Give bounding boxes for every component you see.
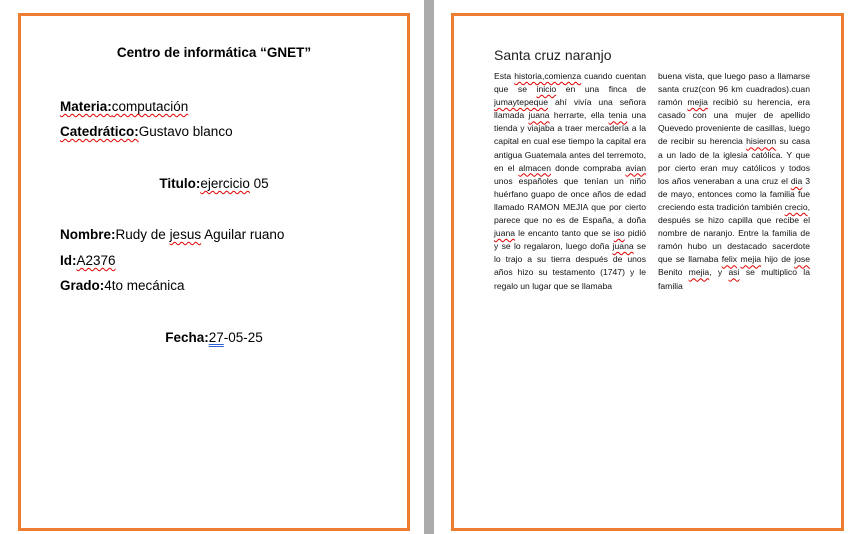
titulo-value: ejercicio [200, 176, 250, 191]
misspelled-word: jose [794, 254, 810, 265]
nombre-value-3: Aguilar ruano [201, 227, 285, 242]
text-run: una tienda y viajaba a traer mercadería a la capital en cual ese tiempo la capital era antigua Guatemala antes del terremoto, en el [494, 110, 646, 173]
story-column-2 [658, 70, 810, 293]
misspelled-word: historia,comienza [514, 71, 582, 81]
text-run: herrarte, ella [549, 110, 609, 121]
materia-line [60, 99, 188, 114]
misspelled-word: juana [528, 110, 550, 121]
text-run: donde compraba [550, 162, 626, 173]
catedratico-line [60, 124, 233, 139]
nombre-value-2: jesus [169, 227, 202, 242]
misspelled-word: asi [728, 267, 740, 278]
catedratico-value: Gustavo blanco [138, 124, 233, 139]
fecha-day: 27 [208, 330, 224, 345]
text-run: recibió su herencia, era casado con una mujer de apellido Quevedo proveniente de casillas, luego de recibir su herencia [658, 97, 810, 147]
page-border [18, 13, 410, 531]
misspelled-word: tenia [608, 110, 628, 121]
misspelled-word: mejia [740, 254, 762, 265]
story-column-1 [494, 70, 646, 293]
materia-value: computación [111, 99, 189, 114]
misspelled-word: juana [612, 241, 634, 252]
misspelled-word: almacen [518, 162, 551, 173]
institution-title: Centro de informática “GNET” [116, 45, 312, 60]
grado-label: Grado: [60, 278, 105, 293]
text-run: su casa a un lado de la iglesia católica. Y que por cierto eran muy católicos y todos los años veneraban a una cruz el [658, 136, 810, 186]
text-run: , y [709, 267, 729, 278]
misspelled-word: juana [494, 228, 516, 239]
text-run: se lo trajo a su tierra después de unos años hizo su testamento (1747) y le regalo un lugar que se llamaba [494, 241, 646, 291]
text-run: hijo de [761, 254, 795, 265]
misspelled-word: avian [625, 162, 646, 173]
fecha-rest: -05-25 [223, 330, 263, 345]
text-run: unos españoles que tenían un niño huérfano guapo de once años de edad llamado RAMON MEJIA que por cierto parece que no es de España, a doña [494, 175, 646, 226]
titulo-line [18, 176, 410, 191]
misspelled-word: iso [613, 228, 625, 239]
text-run: cuando cuentan que se [494, 71, 646, 95]
id-value: A2376 [76, 253, 116, 268]
id-label: Id: [60, 253, 77, 268]
text-run: , después se hizo capilla que recibe el nombre de naranjo. Entre la familia de ramón hubo un destacado sacerdote que se llamaba [658, 201, 810, 265]
text-run: pidió y se lo regalaron, luego doña [494, 228, 647, 252]
misspelled-word: mejia [687, 97, 708, 108]
misspelled-word: hisieron [746, 136, 777, 147]
id-line [60, 253, 116, 268]
text-run: ahí vivía una señora llamada [494, 97, 646, 121]
misspelled-word: dia [790, 175, 803, 186]
text-run: 3 de mayo, entonces como la familia fue creciendo esta tradición también [658, 175, 810, 212]
misspelled-word: jumaytepeque [494, 97, 548, 108]
misspelled-word: mejia [688, 267, 710, 278]
document-page-2 [434, 0, 851, 534]
misspelled-word: felix [721, 254, 738, 265]
materia-label: Materia: [60, 99, 112, 114]
titulo-number: 05 [249, 176, 269, 191]
story-heading: Santa cruz naranjo [494, 47, 612, 63]
document-page-1 [0, 0, 424, 534]
fecha-label: Fecha: [165, 330, 209, 345]
text-run: se multiplico la familia [658, 267, 810, 291]
titulo-label: Titulo: [159, 176, 201, 191]
nombre-value-1: Rudy de [115, 227, 170, 242]
text-run: Esta [494, 71, 515, 81]
nombre-label: Nombre: [60, 227, 116, 242]
text-run: le encanto tanto que se [515, 228, 614, 239]
text-run: en una finca de [556, 84, 646, 95]
fecha-line [18, 330, 410, 345]
misspelled-word: inicio [536, 84, 557, 95]
catedratico-label: Catedrático: [60, 124, 139, 139]
grado-line [60, 278, 185, 293]
misspelled-word: crecio [784, 201, 808, 212]
text-run: buena vista, que luego paso a llamarse santa cruz(con 96 km cuadrados).cuan ramón [658, 71, 810, 108]
grado-value: 4to mecánica [104, 278, 185, 293]
text-run: Benito [658, 267, 689, 278]
nombre-line [60, 227, 284, 242]
